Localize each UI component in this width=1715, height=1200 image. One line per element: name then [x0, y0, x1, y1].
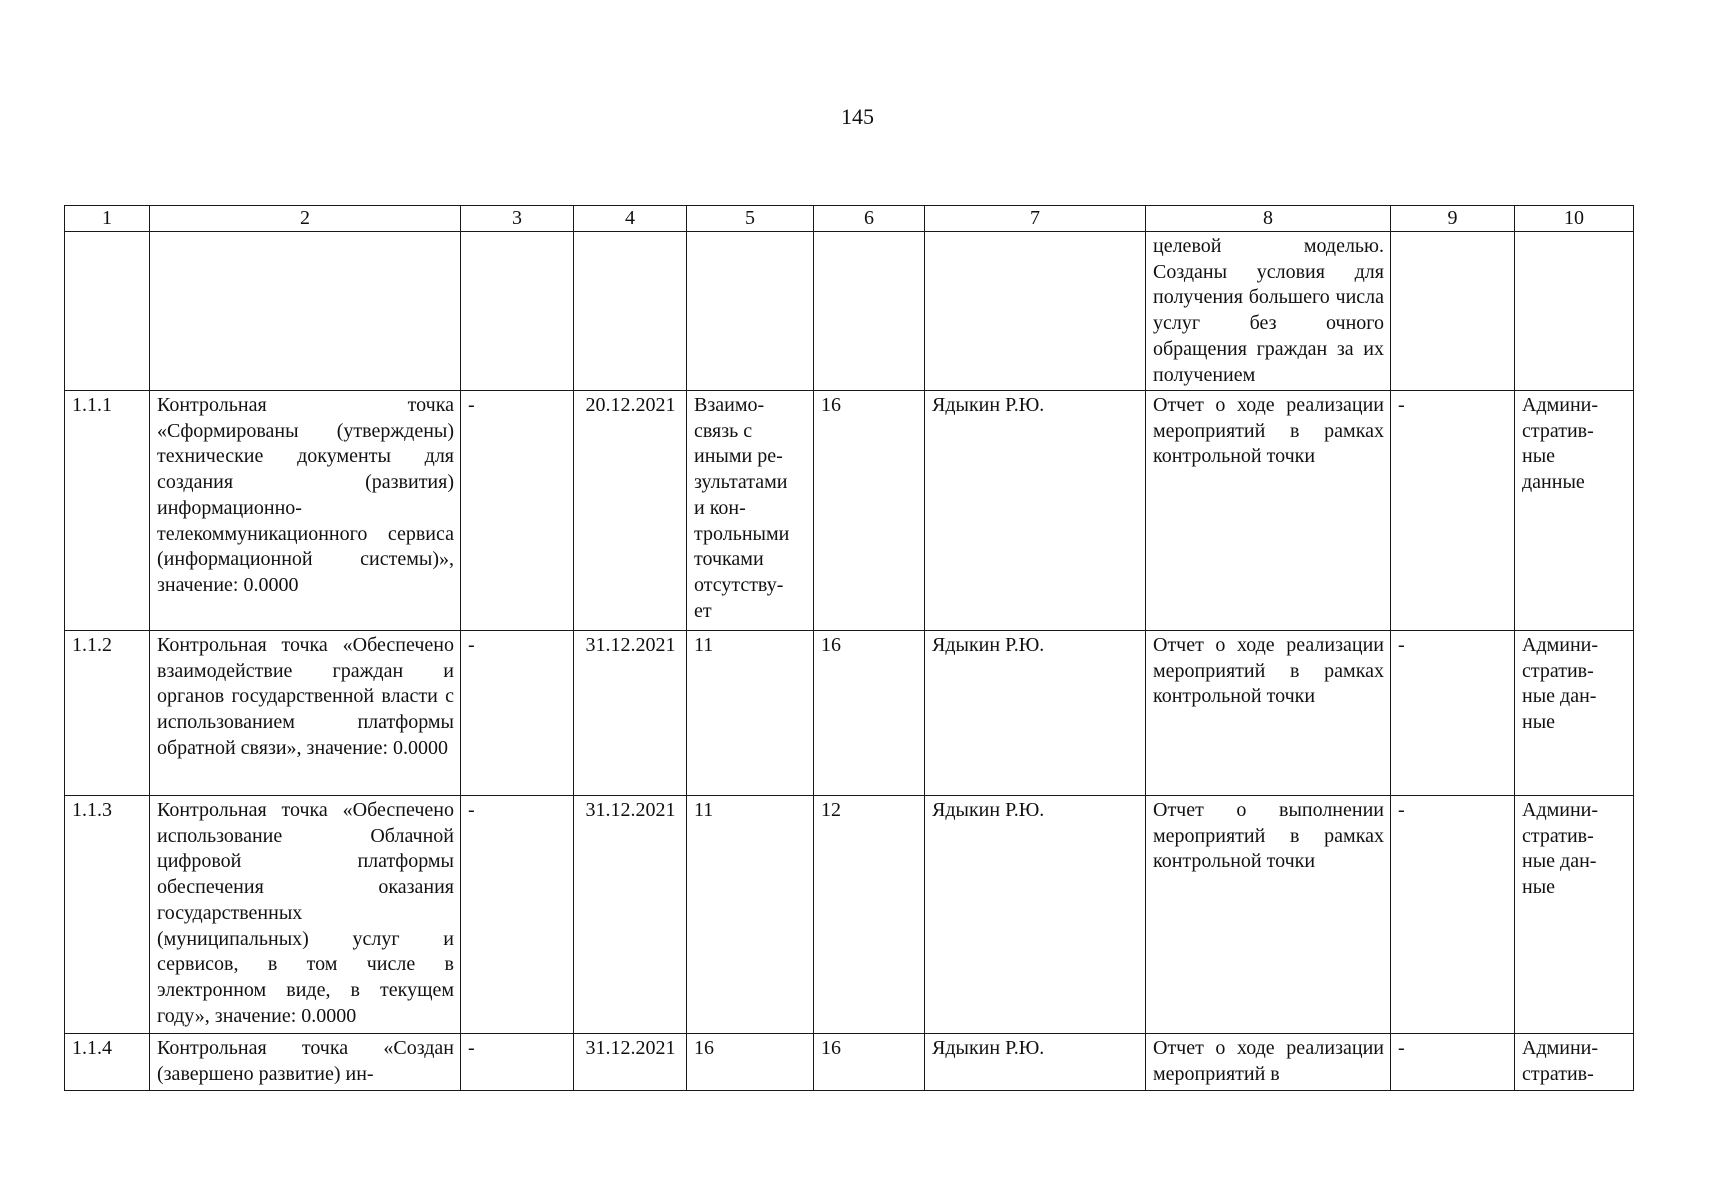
cell-date: 31.12.2021 — [574, 796, 687, 1034]
cell-source: Админи- стратив- — [1515, 1034, 1634, 1091]
cell-responsible: Ядыкин Р.Ю. — [925, 391, 1146, 631]
continuation-row — [65, 232, 1634, 391]
cell-col3: - — [461, 631, 574, 796]
cell-control-point: Контрольная точка «Создан (завершено развитие) ин- — [150, 1034, 461, 1091]
table-row — [65, 391, 1634, 631]
header-cell-7: 7 — [925, 206, 1146, 232]
page-number: 145 — [841, 104, 874, 129]
cell-responsible: Ядыкин Р.Ю. — [925, 796, 1146, 1034]
header-cell-9: 9 — [1391, 206, 1515, 232]
cell-document: Отчет о ходе реализации мероприятий в рамках контрольной точки — [1146, 631, 1391, 796]
cell-col5: 11 — [687, 796, 814, 1034]
table-row — [65, 1034, 1634, 1091]
cell-empty — [687, 232, 814, 391]
cell-empty — [574, 232, 687, 391]
cell-col3: - — [461, 391, 574, 631]
cell-col9: - — [1391, 1034, 1515, 1091]
cell-date: 31.12.2021 — [574, 1034, 687, 1091]
cell-responsible: Ядыкин Р.Ю. — [925, 631, 1146, 796]
cell-number: 1.1.3 — [65, 796, 150, 1034]
cell-col6: 16 — [814, 391, 925, 631]
cell-date: 20.12.2021 — [574, 391, 687, 631]
cell-empty — [1391, 232, 1515, 391]
cell-date: 31.12.2021 — [574, 631, 687, 796]
cell-document: Отчет о выполнении мероприятий в рамках контрольной точки — [1146, 796, 1391, 1034]
cell-control-point: Контрольная точка «Сформированы (утверждены) технические документы для создания (развития) информационно-телекоммуникационного сервиса (информационной системы)», значение: 0.0000 — [150, 391, 461, 631]
cell-document: Отчет о ходе реализации мероприятий в рамках контрольной точки — [1146, 391, 1391, 631]
header-cell-5: 5 — [687, 206, 814, 232]
cell-col5: 16 — [687, 1034, 814, 1091]
cell-col3: - — [461, 1034, 574, 1091]
cell-document: Отчет о ходе реализации мероприятий в — [1146, 1034, 1391, 1091]
table-row — [65, 796, 1634, 1034]
header-cell-1: 1 — [65, 206, 150, 232]
cell-col9: - — [1391, 631, 1515, 796]
cell-responsible: Ядыкин Р.Ю. — [925, 1034, 1146, 1091]
cell-empty — [814, 232, 925, 391]
cell-continuation-text: целевой моделью. Созданы условия для получения большего числа услуг без очного обращения граждан за их получением — [1146, 232, 1391, 391]
cell-source: Админи- стратив- ные дан- ные — [1515, 796, 1634, 1034]
cell-empty — [1515, 232, 1634, 391]
cell-col6: 16 — [814, 1034, 925, 1091]
cell-col6: 16 — [814, 631, 925, 796]
cell-number: 1.1.4 — [65, 1034, 150, 1091]
cell-col3: - — [461, 796, 574, 1034]
cell-empty — [925, 232, 1146, 391]
header-cell-3: 3 — [461, 206, 574, 232]
cell-empty — [150, 232, 461, 391]
header-cell-4: 4 — [574, 206, 687, 232]
header-row — [65, 206, 1634, 232]
table-row — [65, 631, 1634, 796]
cell-number: 1.1.1 — [65, 391, 150, 631]
cell-source: Админи- стратив- ные дан- ные — [1515, 631, 1634, 796]
header-cell-8: 8 — [1146, 206, 1391, 232]
cell-control-point: Контрольная точка «Обеспечено взаимодействие граждан и органов государственной власти с использованием платформы обратной связи», значение: 0.0000 — [150, 631, 461, 796]
cell-control-point: Контрольная точка «Обеспечено использование Облачной цифровой платформы обеспечения оказания государственных (муниципальных) услуг и сервисов, в том числе в электронном виде, в текущем году», значение: 0.0000 — [150, 796, 461, 1034]
header-cell-2: 2 — [150, 206, 461, 232]
header-cell-10: 10 — [1515, 206, 1634, 232]
cell-source: Админи- стратив- ные данные — [1515, 391, 1634, 631]
cell-col9: - — [1391, 391, 1515, 631]
cell-number: 1.1.2 — [65, 631, 150, 796]
cell-col5: Взаимо- связь с иными ре- зультатами и кон- трольными точками отсутству- ет — [687, 391, 814, 631]
cell-empty — [461, 232, 574, 391]
control-points-table — [64, 205, 1634, 1091]
cell-col6: 12 — [814, 796, 925, 1034]
header-cell-6: 6 — [814, 206, 925, 232]
cell-empty — [65, 232, 150, 391]
cell-col5: 11 — [687, 631, 814, 796]
cell-col9: - — [1391, 796, 1515, 1034]
